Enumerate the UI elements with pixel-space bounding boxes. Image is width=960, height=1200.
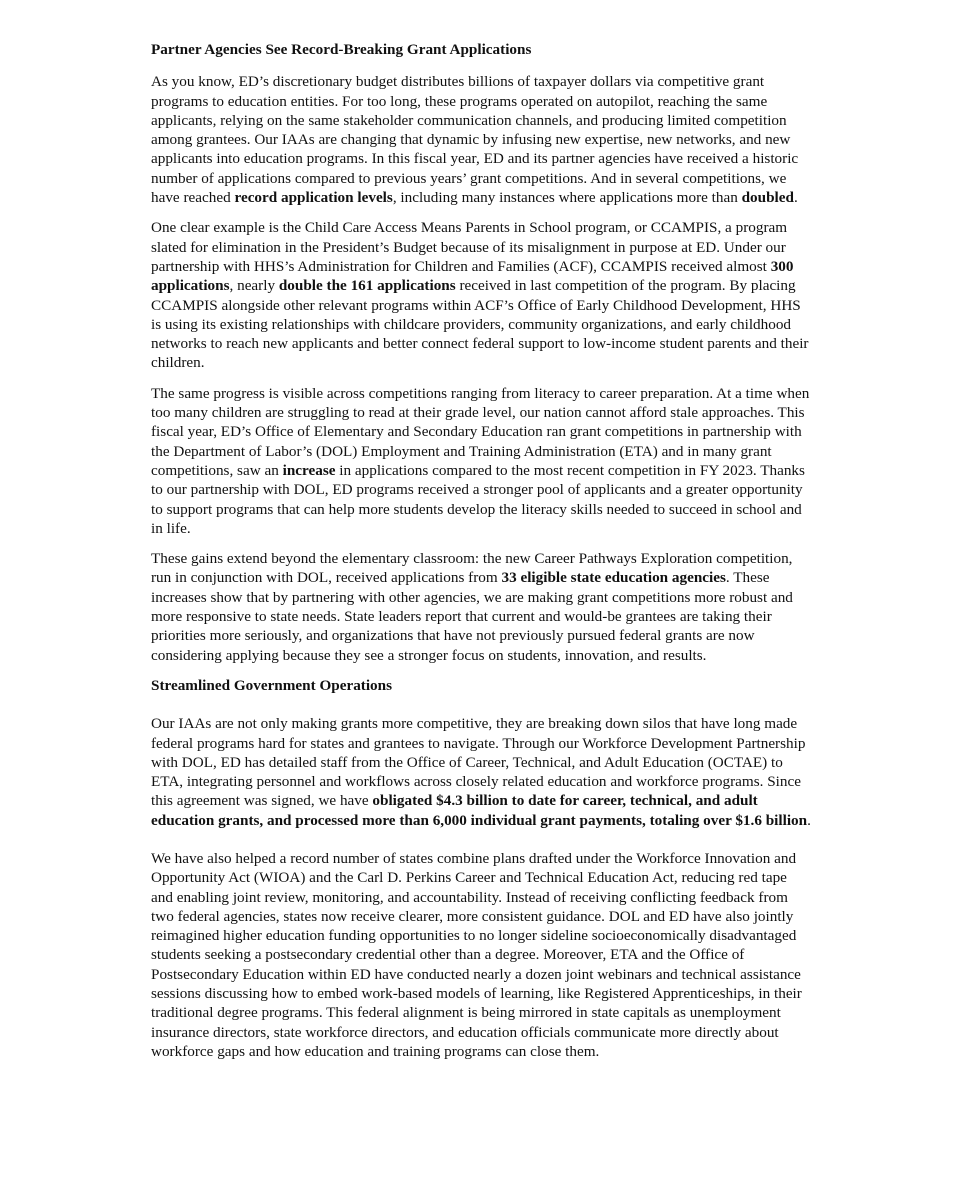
text-run: . xyxy=(793,189,798,207)
bold-run: increase xyxy=(282,461,336,479)
bold-run: 33 eligible state education agencies xyxy=(501,569,726,587)
text-run: As you know, ED’s discretionary budget distributes billions of taxpayer dollars via competitive grant programs to education entities. For too long, these programs operated on autopilot, reaching the same applicants, relying on the same stakeholder communication channels, and producing limited competition among grantees. Our IAAs are changing that dynamic by infusing new expertise, new networks, and new applicants into education programs. In this fiscal year, ED and its partner agencies have received a historic number of applications compared to previous years’ grant competitions. And in several competitions, we have reached xyxy=(151,73,799,207)
bold-run: 300 applications xyxy=(151,257,794,295)
section-heading-government-operations: Streamlined Government Operations xyxy=(151,676,393,694)
paragraph-literacy xyxy=(151,384,811,538)
document-page xyxy=(151,40,811,1072)
text-run: . These increases show that by partnering with other agencies, we are making grant competitions more robust and more responsive to state needs. State leaders report that current and would-be grantees are taking their priorities more seriously, and organizations that have not previously pursued federal grants are now considering applying because they see a stronger focus on students, innovation, and results. xyxy=(151,569,793,664)
paragraph-career-pathways xyxy=(151,549,811,665)
text-run: One clear example is the Child Care Access Means Parents in School program, or CCAMPIS, a program slated for elimination in the President’s Budget because of its misalignment in purpose at ED. Under our partnership with HHS’s Administration for Children and Families (ACF), CCAMPIS received almost xyxy=(151,219,788,275)
paragraph-ccampis xyxy=(151,218,811,372)
text-run: , including many instances where applications more than xyxy=(392,189,742,207)
bold-run: obligated $4.3 billion to date for career, technical, and adult education grants, and processed more than 6,000 individual grant payments, totaling over $1.6 billion xyxy=(151,792,808,829)
paragraph-silos xyxy=(151,714,811,830)
text-run: in applications compared to the most recent competition in FY 2023. Thanks to our partnership with DOL, ED programs received a stronger pool of applicants and a greater opportunity to support programs that can help more students develop the literacy skills needed to succeed in school and in life. xyxy=(151,461,805,537)
text-run: These gains extend beyond the elementary classroom: the new Career Pathways Exploration competition, run in conjunction with DOL, received applications from xyxy=(151,550,793,587)
text-run: We have also helped a record number of states combine plans drafted under the Workforce Innovation and Opportunity Act (WIOA) and the Carl D. Perkins Career and Technical Education Act, reducing red tape and enabling joint review, monitoring, and accountability. Instead of receiving conflicting feedback from two federal agencies, states now receive clearer, more consistent guidance. DOL and ED have also jointly reimagined higher education funding opportunities to no longer sideline socioeconomically disadvantaged students seeking a postsecondary credential other than a degree. Moreover, ETA and the Office of Postsecondary Education within ED have conducted nearly a dozen joint webinars and technical assistance sessions discussing how to embed work-based models of learning, like Registered Apprenticeships, in their traditional degree programs. This federal alignment is being mirrored in state capitals as unemployment insurance directors, state workforce directors, and education officials communicate more directly about workforce gaps and how education and training programs can close them. xyxy=(151,849,802,1060)
section-heading-grant-applications: Partner Agencies See Record-Breaking Grant Applications xyxy=(151,41,532,58)
paragraph-discretionary-budget xyxy=(151,72,811,207)
text-run: The same progress is visible across competitions ranging from literacy to career preparation. At a time when too many children are struggling to read at their grade level, our nation cannot afford stale approaches. This fiscal year, ED’s Office of Elementary and Secondary Education ran grant competitions in partnership with the Department of Labor’s (DOL) Employment and Training Administration (ETA) and in many grant competitions, saw an xyxy=(151,384,810,479)
bold-run: doubled xyxy=(741,189,794,207)
text-run: Our IAAs are not only making grants more competitive, they are breaking down silos that have long made federal programs hard for states and grantees to navigate. Through our Workforce Development Partnership with DOL, ED has detailed staff from the Office of Career, Technical, and Adult Education (OCTAE) to ETA, integrating personnel and workflows across closely related education and workforce programs. Since this agreement was signed, we have xyxy=(151,715,806,810)
text-run: , nearly xyxy=(229,277,279,295)
paragraph-wioa-perkins xyxy=(151,849,811,1061)
bold-run: record application levels xyxy=(234,189,393,207)
text-run: . xyxy=(807,811,811,829)
text-run: received in last competition of the program. By placing CCAMPIS alongside other relevant programs within ACF’s Office of Early Childhood Development, HHS is using its existing relationships with childcare providers, community organizations, and early childhood networks to reach new applicants and better connect federal support to low-income student parents and their children. xyxy=(151,277,809,372)
bold-run: double the 161 applications xyxy=(278,277,456,295)
